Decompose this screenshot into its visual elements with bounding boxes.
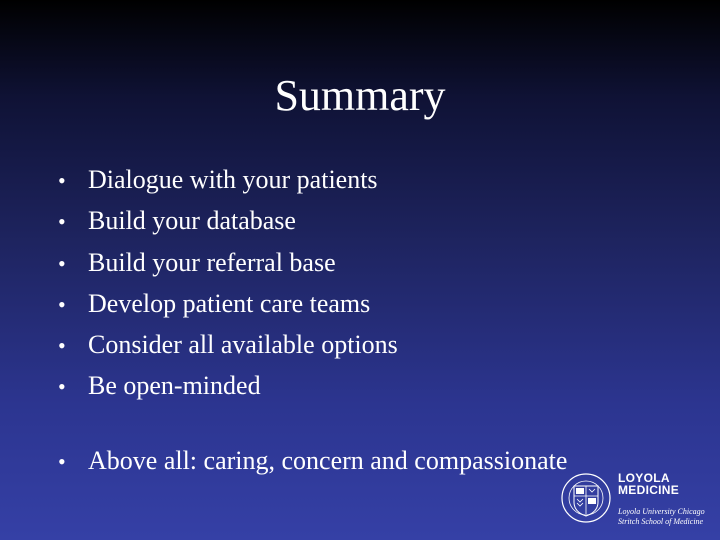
bullet-text: Be open-minded: [88, 371, 261, 401]
list-item: [58, 325, 398, 366]
logo-subtitle-line2: Stritch School of Medicine: [618, 517, 704, 526]
bullet-icon: •: [58, 449, 66, 474]
list-item: [58, 201, 398, 242]
loyola-medicine-logo: [560, 470, 716, 530]
bullet-list: [58, 160, 398, 408]
logo-name-line1: LOYOLA: [618, 471, 670, 485]
bullet-icon: •: [58, 168, 66, 193]
bullet-text: Consider all available options: [88, 330, 398, 360]
bullet-text: Develop patient care teams: [88, 288, 371, 318]
university-seal-icon: [560, 472, 612, 524]
bullet-text: Build your referral base: [88, 247, 336, 277]
list-item: [58, 366, 398, 407]
logo-name: [618, 472, 679, 496]
bullet-icon: •: [58, 250, 66, 276]
bullet-icon: •: [58, 209, 66, 235]
final-bullet-text: Above all: caring, concern and compassionate: [88, 446, 568, 475]
bullet-icon: •: [58, 291, 66, 317]
list-item: [58, 160, 398, 201]
bullet-text: Dialogue with your patients: [88, 165, 378, 194]
page-title: Summary: [274, 71, 446, 120]
logo-subtitle-line1: Loyola University Chicago: [618, 507, 705, 516]
logo-name-line2: MEDICINE: [618, 483, 680, 497]
bullet-icon: •: [58, 333, 66, 359]
bullet-icon: •: [58, 374, 66, 400]
logo-subtitle: [618, 507, 705, 527]
final-bullet: [58, 441, 567, 482]
list-item: [58, 284, 398, 325]
list-item: [58, 243, 398, 284]
bullet-text: Build your database: [88, 206, 296, 236]
